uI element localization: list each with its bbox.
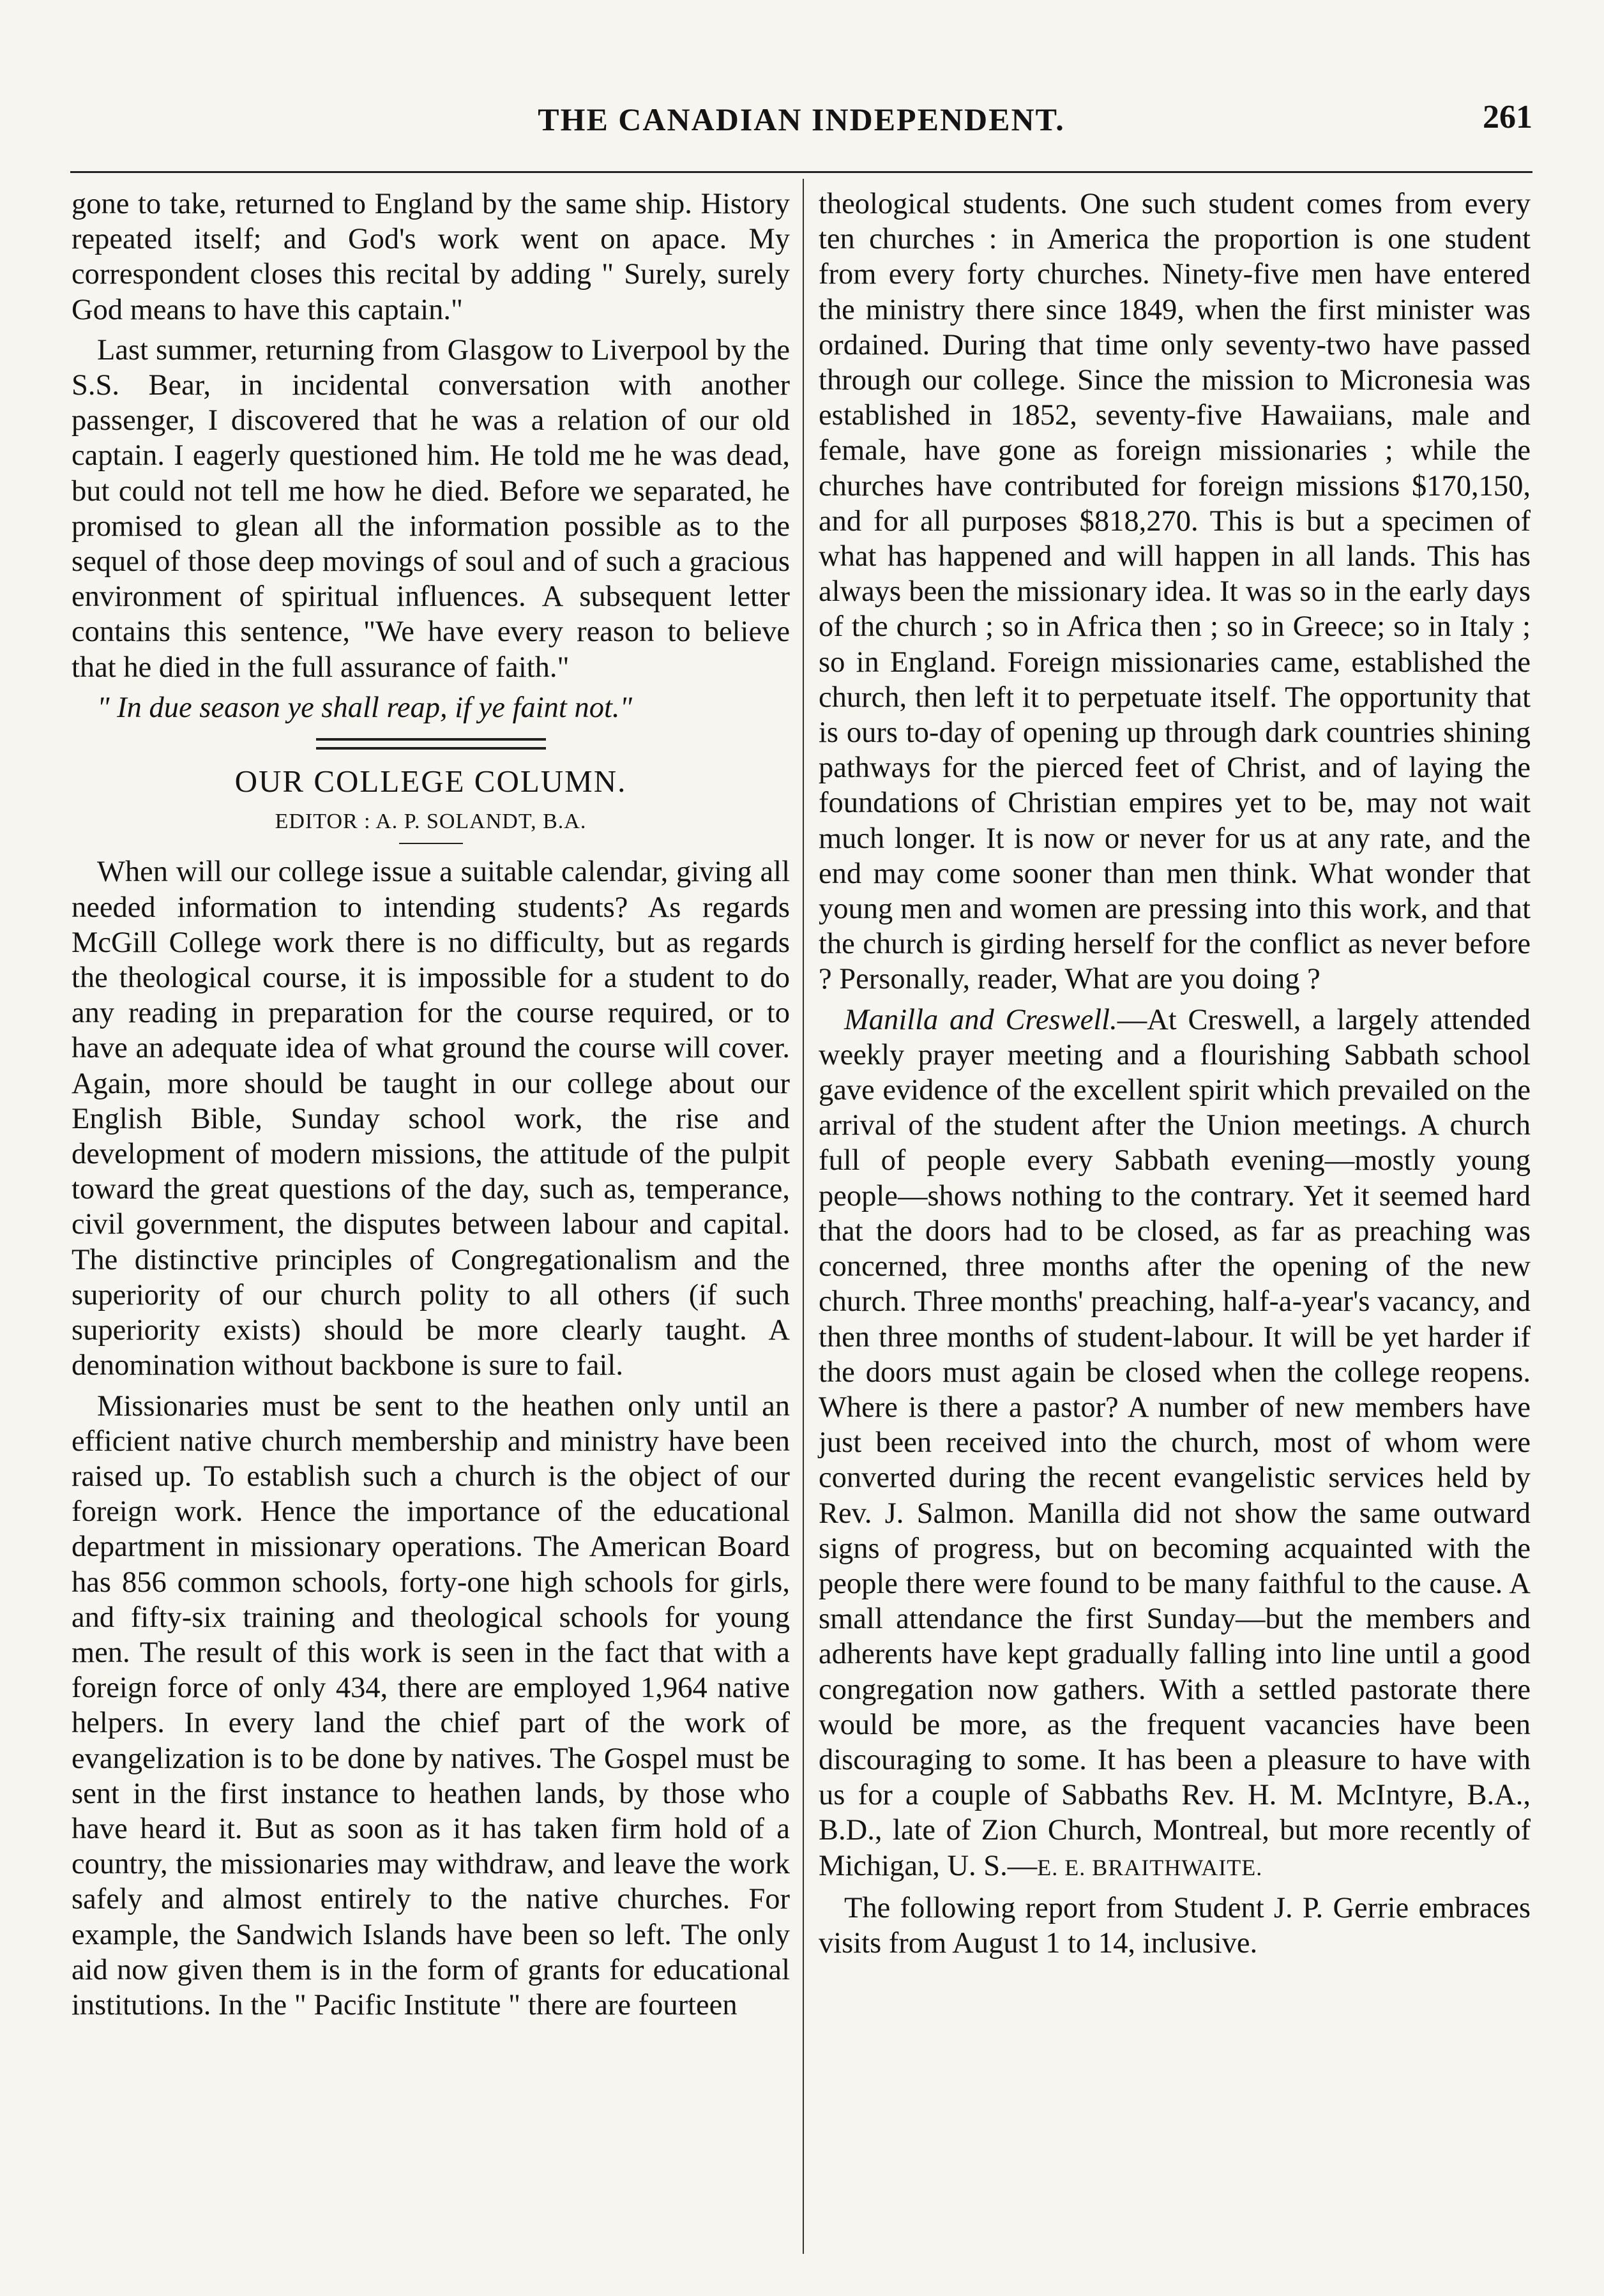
- header-rule: [70, 171, 1532, 173]
- signature: E. E. BRAITHWAITE.: [1037, 1854, 1263, 1880]
- run-in-heading: Manilla and Creswell.: [844, 1003, 1117, 1036]
- paragraph-report: The following report from Student J. P. Gerrie embraces visits from August 1 to 14, inclusive.: [819, 1891, 1531, 1960]
- paragraph-missionaries: Missionaries must be sent to the heathen only until an efficient native church membership and ministry have been raised up. To establish such a church is the object of our foreign work. Hence the importance of the educational department in missionary operations. The American Board has 856 common schools, forty-one high schools for girls, and fifty-six training and theological schools for young men. The result of this work is seen in the fact that with a foreign force of only 434, there are employed 1,964 native helpers. In every land the chief part of the work of evangelization is to be done by natives. The Gospel must be sent in the first instance to heathen lands, by those who have heard it. But as soon as it has taken firm hold of a country, the missionaries may withdraw, and leave the work safely and almost entirely to the native churches. For example, the Sandwich Islands have been so left. The only aid now given them is in the form of grants for educational institutions. In the " Pacific Institute " there are fourteen: [72, 1389, 790, 2021]
- paragraph-glasgow: Last summer, returning from Glasgow to Liverpool by the S.S. Bear, in incidental conversation with another passenger, I discovered that he was a relation of our old captain. I eagerly questioned him. He told me he was dead, but could not tell me how he died. Before we separated, he promised to glean all the information possible as to the sequel of those deep movings of soul and of such a gracious environment of spiritual influences. A subsequent letter contains this sentence, "We have every reason to believe that he died in the full assurance of faith.": [72, 333, 790, 684]
- paragraph-body: —At Creswell, a largely attended weekly prayer meeting and a flourishing Sabbath school gave evidence of the excellent spirit which prevailed on the arrival of the student after the Union meetings. A church full of people every Sabbath evening—mostly young people—shows nothing to the contrary. Yet it seemed hard that the doors had to be closed, as far as preaching was concerned, three months after the opening of the new church. Three months' preaching, half-a-year's vacancy, and then three months of student-labour. It will be yet harder if the doors must again be closed when the college reopens. Where is there a pastor? A number of new members have just been received into the church, most of whom were converted during the recent evangelistic services held by Rev. J. Salmon. Manilla did not show the same outward signs of progress, but on becoming acquainted with the people there were found to be many faithful to the cause. A small attendance the first Sunday—but the members and adherents have kept gradually falling into line until a good congregation now gathers. With a settled pastorate there would be more, as the frequent vacancies have been discouraging to some. It has been a pleasure to have with us for a couple of Sabbaths Rev. H. M. McIntyre, B.A., B.D., late of Zion Church, Montreal, but more recently of Michigan, U. S.—: [819, 1003, 1531, 1882]
- paragraph-continuation: gone to take, returned to England by the same ship. History repeated itself; and God's work went on apace. My correspondent closes this recital by adding " Surely, surely God means to have this captain.": [72, 188, 790, 326]
- section-divider: [316, 738, 546, 750]
- paragraph-theological-students: theological students. One such student comes from every ten churches : in America the proportion is one student from every forty churches. Ninety-five men have entered the ministry there since 1849, when the first minister was ordained. During that time only seventy-two have passed through our college. Since the mission to Micronesia was established in 1852, seventy-five Hawaiians, male and female, have gone as foreign missionaries ; while the churches have contributed for foreign missions $170,150, and for all purposes $818,270. This is but a specimen of what has happened and will happen in all lands. This has always been the missionary idea. It was so in the early days of the church ; so in Africa then ; so in Greece; so in Italy ; so in England. Foreign missionaries came, established the church, then left it to perpetuate itself. The opportunity that is ours to-day of opening up through dark countries shining pathways for the pierced feet of Christ, and of laying the foundations of Christian empires yet to be, may not wait much longer. It is now or never for us at any rate, and the end may come sooner than men think. What wonder that young men and women are pressing into this work, and that the church is girding herself for the conflict as never before ? Personally, reader, What are you doing ?: [819, 188, 1531, 996]
- closing-quote: " In due season ye shall reap, if ye faint not.": [97, 691, 633, 724]
- column-divider: [803, 179, 804, 2254]
- paragraph-calendar: When will our college issue a suitable calendar, giving all needed information to intending students? As regards McGill College work there is no difficulty, but as regards the theological course, it is impossible for a student to do any reading in preparation for the course required, or to have an adequate idea of what ground the course will cover. Again, more should be taught in our college about our English Bible, Sunday school work, the rise and development of modern missions, the attitude of the pulpit toward the great questions of the day, such as, temperance, civil government, the disputes between labour and capital. The distinctive principles of Congregationalism and the superiority of our church polity to all others (if such superiority exists) should be more clearly taught. A denomination without backbone is sure to fail.: [72, 856, 790, 1382]
- short-rule: [399, 843, 463, 844]
- section-title: OUR COLLEGE COLUMN.: [234, 764, 627, 799]
- paragraph-manilla-creswell: [819, 1002, 1531, 1885]
- right-column: [819, 186, 1531, 1961]
- editor-line: EDITOR : A. P. SOLANDT, B.A.: [275, 810, 587, 834]
- journal-title: THE CANADIAN INDEPENDENT.: [538, 102, 1065, 137]
- left-column: [72, 186, 790, 2023]
- page-header: [70, 96, 1532, 147]
- page-number: 261: [1483, 99, 1532, 135]
